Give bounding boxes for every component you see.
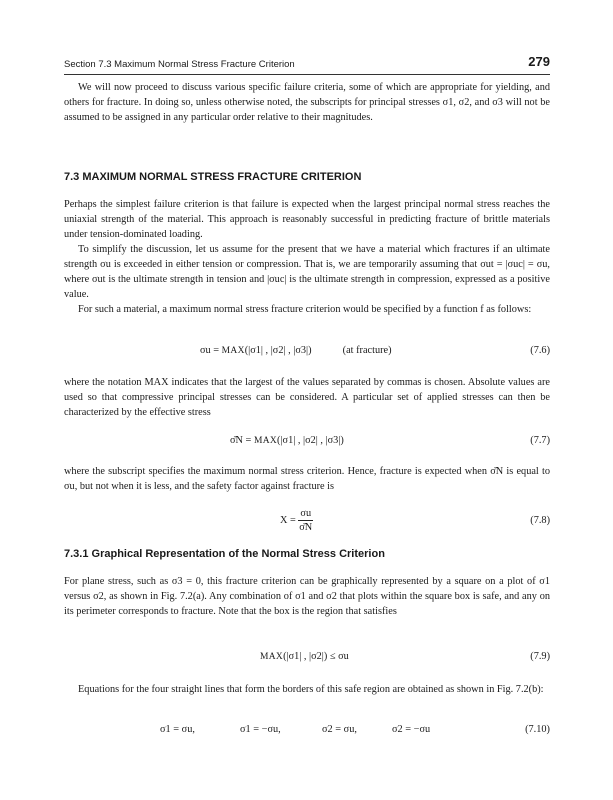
paragraph-1: Perhaps the simplest failure criterion is that failure is expected when the largest principal normal stress reaches the uniaxial strength of the material. This approach is reasonably successful in predicting fracture of brittle materials under tension-dominated loading. — [64, 199, 550, 240]
eq76-number: (7.6) — [530, 345, 550, 356]
paragraph-6: For plane stress, such as σ3 = 0, this fracture criterion can be graphically represented by a square on a plot of σ1 versus σ2, as shown in Fig. 7.2(a). Any combination of σ1 and σ2 that plots within the square box is safe, and any on its perimeter corresponds to fracture. Note that the box is the region that satisfies — [64, 576, 550, 617]
paragraph-3: For such a material, a maximum normal stress fracture criterion would be specified by a function f as follows: — [78, 304, 532, 315]
header-section-title: Section 7.3 Maximum Normal Stress Fracture Criterion — [64, 59, 295, 70]
eq78-denominator: σ̄N — [299, 522, 313, 533]
subsection-heading: 7.3.1 Graphical Representation of the Normal Stress Criterion — [64, 548, 385, 560]
eq710-c: σ2 = σu, — [322, 724, 357, 735]
eq76-args: (|σ1| , |σ2| , |σ3|) — [244, 345, 312, 356]
equation-7-8 — [64, 507, 550, 541]
equation-7-10 — [64, 724, 550, 740]
eq710-d: σ2 = −σu — [392, 724, 431, 735]
intro-paragraph: We will now proceed to discuss various specific failure criteria, some of which are appropriate for yielding, and others for fracture. In doing so, unless otherwise noted, the subscripts for principal stresses σ1, σ2, and σ3 will not be assumed to be assigned in any particular order relative to their magnitudes. — [64, 82, 550, 123]
eq78-numerator: σu — [300, 508, 312, 519]
eq77-lhs: σ̄N = — [230, 435, 254, 446]
eq77-func: MAX — [253, 436, 278, 446]
eq76-lhs: σu = — [200, 345, 222, 356]
equation-7-6 — [64, 345, 550, 361]
eq79-func: MAX — [260, 652, 284, 662]
running-header — [64, 54, 550, 75]
eq710-b: σ1 = −σu, — [240, 724, 281, 735]
eq78-fraction — [298, 507, 313, 534]
eq79-number: (7.9) — [530, 651, 550, 662]
paragraph-2: To simplify the discussion, let us assume for the present that we have a material which fractures if an ultimate strength σu is exceeded in either tension or compression. That is, we are temporarily assuming that σut = |σuc| = σu, where σut is the ultimate strength in tension and |σuc| is the ultimate strength in compression, expressed as a positive value. — [64, 244, 550, 300]
eq76-note: (at fracture) — [342, 345, 392, 356]
eq78-lhs: X = — [280, 514, 299, 526]
eq710-number: (7.10) — [525, 724, 550, 735]
eq76-func: MAX — [221, 346, 245, 356]
eq77-number: (7.7) — [530, 435, 550, 446]
eq77-args: (|σ1| , |σ2| , |σ3|) — [277, 435, 344, 446]
section-heading: 7.3 MAXIMUM NORMAL STRESS FRACTURE CRITERION — [64, 171, 362, 183]
eq710-a: σ1 = σu, — [160, 724, 195, 735]
eq78-number: (7.8) — [530, 515, 550, 526]
equation-7-7 — [64, 435, 550, 451]
paragraph-7: Equations for the four straight lines that form the borders of this safe region are obtained as shown in Fig. 7.2(b): — [78, 684, 544, 695]
page-number: 279 — [528, 54, 550, 69]
eq79-args: (|σ1| , |σ2|) ≤ σu — [283, 651, 349, 662]
equation-7-9 — [64, 651, 550, 667]
paragraph-4: where the notation MAX indicates that the largest of the values separated by commas is chosen. Absolute values are used so that compressive principal stresses can be considered. A particular set of applied stresses can then be characterized by the effective stress — [64, 377, 550, 418]
paragraph-5: where the subscript specifies the maximum normal stress criterion. Hence, fracture is expected when σ̄N is equal to σu, but not when it is less, and the safety factor against fracture is — [64, 466, 550, 492]
